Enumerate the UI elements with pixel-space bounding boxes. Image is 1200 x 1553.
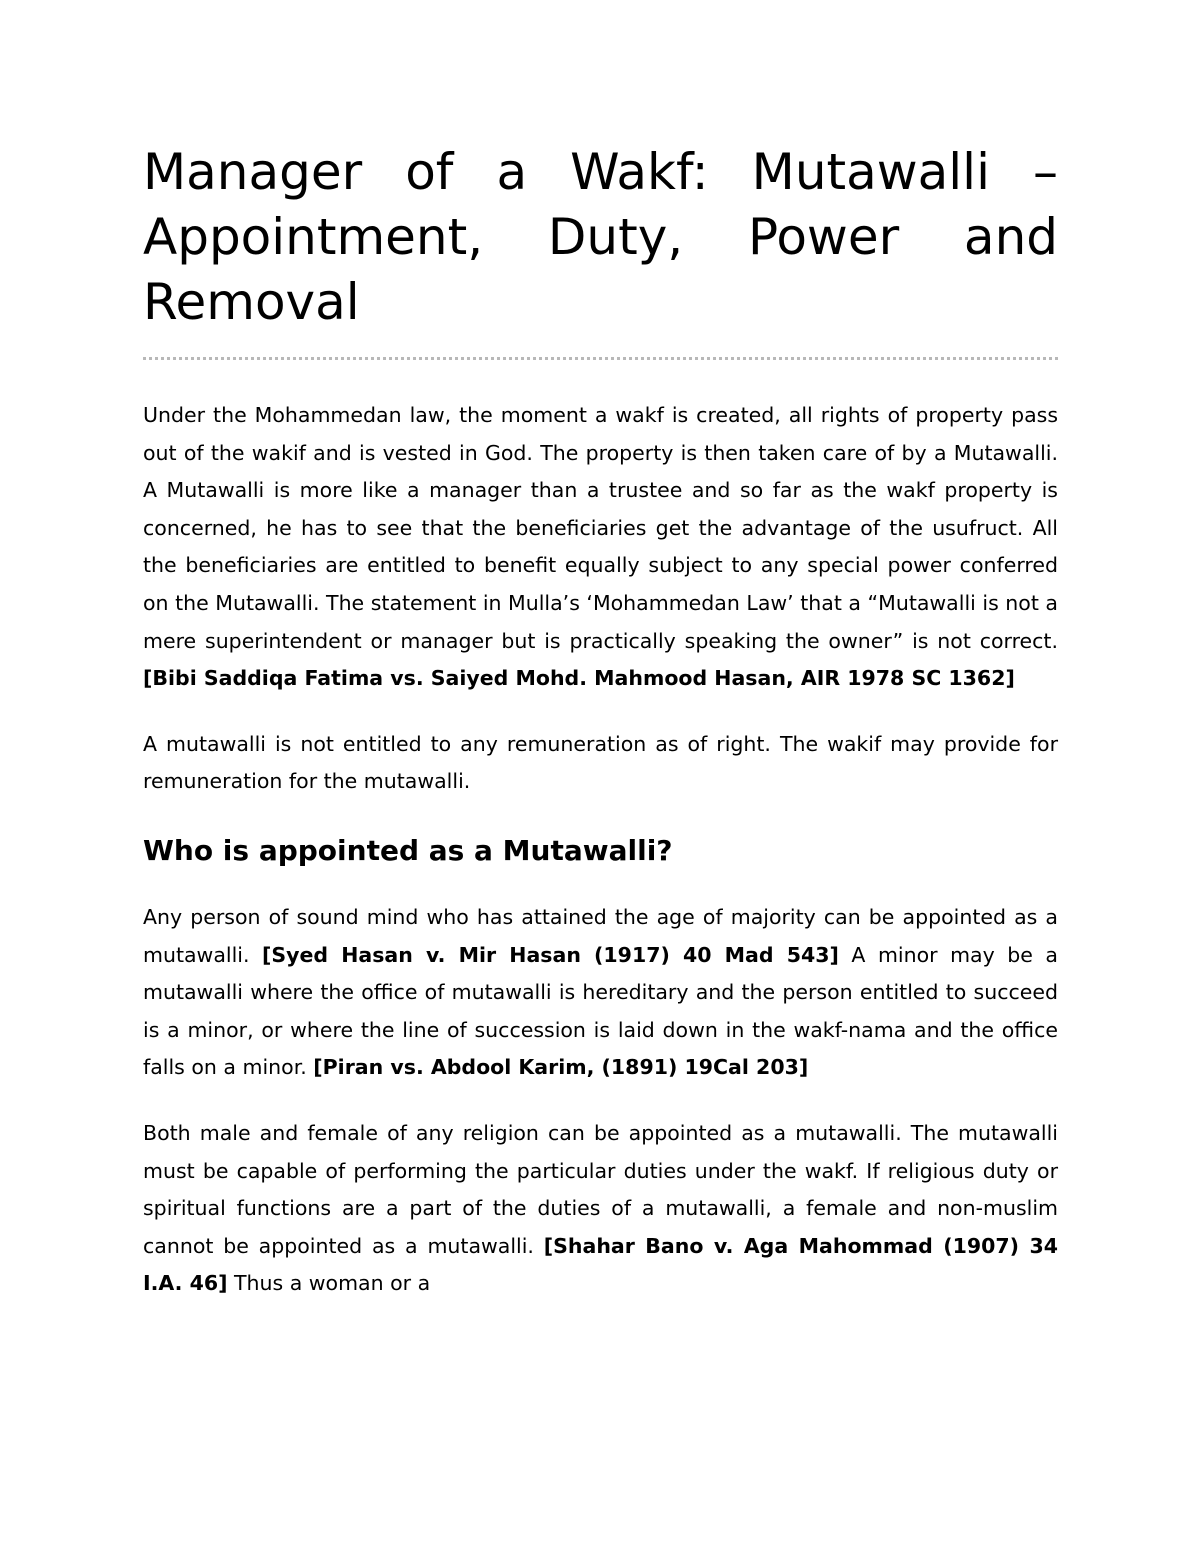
title-divider	[143, 357, 1058, 360]
paragraph-mutawalli-intro	[143, 397, 1058, 698]
paragraph-text: Under the Mohammedan law, the moment a wakf is created, all rights of property pass out of the wakif and is vested in God. The property is then taken care of by a Mutawalli. A Mutawalli is more like a manager than a trustee and so far as the wakf property is concerned, he has to see that the beneficiaries get the advantage of the usufruct. All the beneficiaries are entitled to benefit equally subject to any special power conferred on the Mutawalli. The statement in Mulla’s ‘Mohammedan Law’ that a “Mutawalli is not a mere superintendent or manager but is practically speaking the owner” is not correct.	[143, 403, 1058, 653]
document-page	[143, 140, 1058, 1303]
case-citation: [Shahar Bano v. Aga Mahommad (1907) 34 I.A. 46]	[143, 1233, 1058, 1296]
paragraph-remuneration	[143, 726, 1058, 801]
case-citation: [Bibi Saddiqa Fatima vs. Saiyed Mohd. Mahmood Hasan, AIR 1978 SC 1362]	[143, 666, 1015, 691]
paragraph-gender-religion	[143, 1115, 1058, 1303]
paragraph-text: A mutawalli is not entitled to any remuneration as of right. The wakif may provide for remuneration for the mutawalli.	[143, 731, 1058, 794]
paragraph-text: Both male and female of any religion can be appointed as a mutawalli. The mutawalli must be capable of performing the particular duties under the wakf. If religious duty or spiritual functions are a part of the duties of a mutawalli, a female and non-muslim cannot be appointed as a mutawalli.	[143, 1120, 1058, 1258]
paragraph-text: Any person of sound mind who has attained the age of majority can be appointed as a mutawalli.	[143, 904, 1058, 967]
paragraph-eligibility	[143, 899, 1058, 1087]
paragraph-text: A minor may be a mutawalli where the office of mutawalli is hereditary and the person entitled to succeed is a minor, or where the line of succession is laid down in the wakf-nama and the office falls on a minor.	[143, 942, 1058, 1080]
section-heading: Who is appointed as a Mutawalli?	[143, 833, 673, 867]
case-citation: [Syed Hasan v. Mir Hasan (1917) 40 Mad 543]	[262, 942, 839, 967]
case-citation: [Piran vs. Abdool Karim, (1891) 19Cal 203]	[313, 1055, 809, 1080]
paragraph-text: Thus a woman or a	[227, 1271, 431, 1296]
page-title: Manager of a Wakf: Mutawalli – Appointment, Duty, Power and Removal	[143, 143, 1058, 331]
